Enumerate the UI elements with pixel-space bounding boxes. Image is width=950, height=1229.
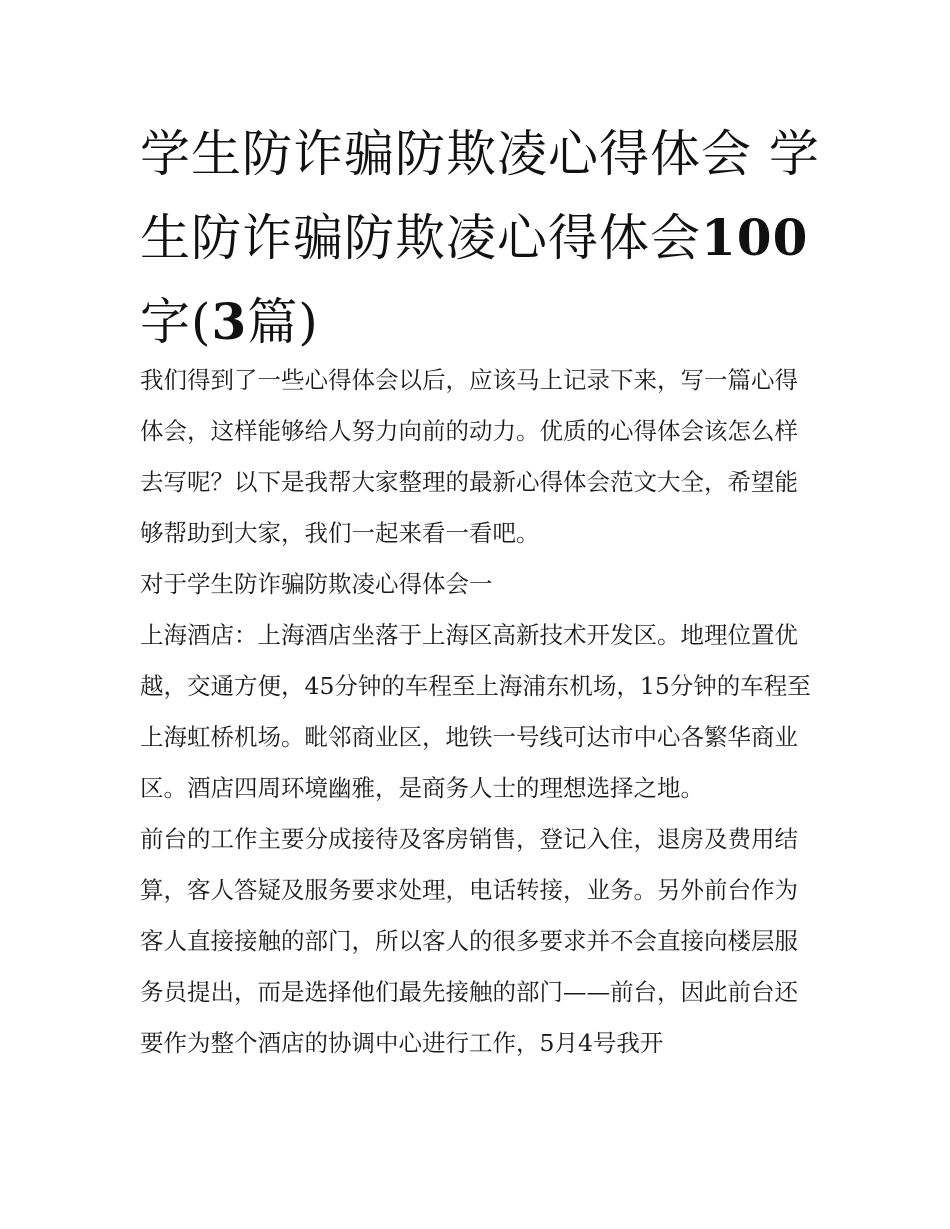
title-number: 100 bbox=[701, 208, 809, 267]
title-suffix-start: 字( bbox=[140, 293, 212, 351]
document-body bbox=[140, 355, 816, 1069]
section-heading: 对于学生防诈骗防欺凌心得体会一 bbox=[140, 570, 493, 598]
hotel-intro-paragraph: 上海酒店：上海酒店坐落于上海区高新技术开发区。地理位置优越，交通方便，45分钟的车程至上海浦东机场，15分钟的车程至上海虹桥机场。毗邻商业区，地铁一号线可达市中心各繁华商业区。酒店四周环境幽雅，是商务人士的理想选择之地。 bbox=[140, 621, 811, 802]
intro-paragraph: 我们得到了一些心得体会以后，应该马上记录下来，写一篇心得体会，这样能够给人努力向前的动力。优质的心得体会该怎么样去写呢？以下是我帮大家整理的最新心得体会范文大全，希望能够帮助到大家，我们一起来看一看吧。 bbox=[140, 366, 798, 547]
title-count: 3 bbox=[211, 292, 248, 351]
title-text: 学生防诈骗防欺凌心得体会 学生防诈骗防欺凌心得体会 bbox=[140, 125, 820, 267]
title-suffix-end: 篇) bbox=[247, 293, 319, 351]
front-desk-paragraph: 前台的工作主要分成接待及客房销售，登记入住，退房及费用结算，客人答疑及服务要求处理，电话转接，业务。另外前台作为客人直接接触的部门，所以客人的很多要求并不会直接向楼层服务员提出，而是选择他们最先接触的部门——前台，因此前台还要作为整个酒店的协调中心进行工作，5月4号我开 bbox=[140, 825, 798, 1057]
document-title bbox=[140, 112, 820, 364]
